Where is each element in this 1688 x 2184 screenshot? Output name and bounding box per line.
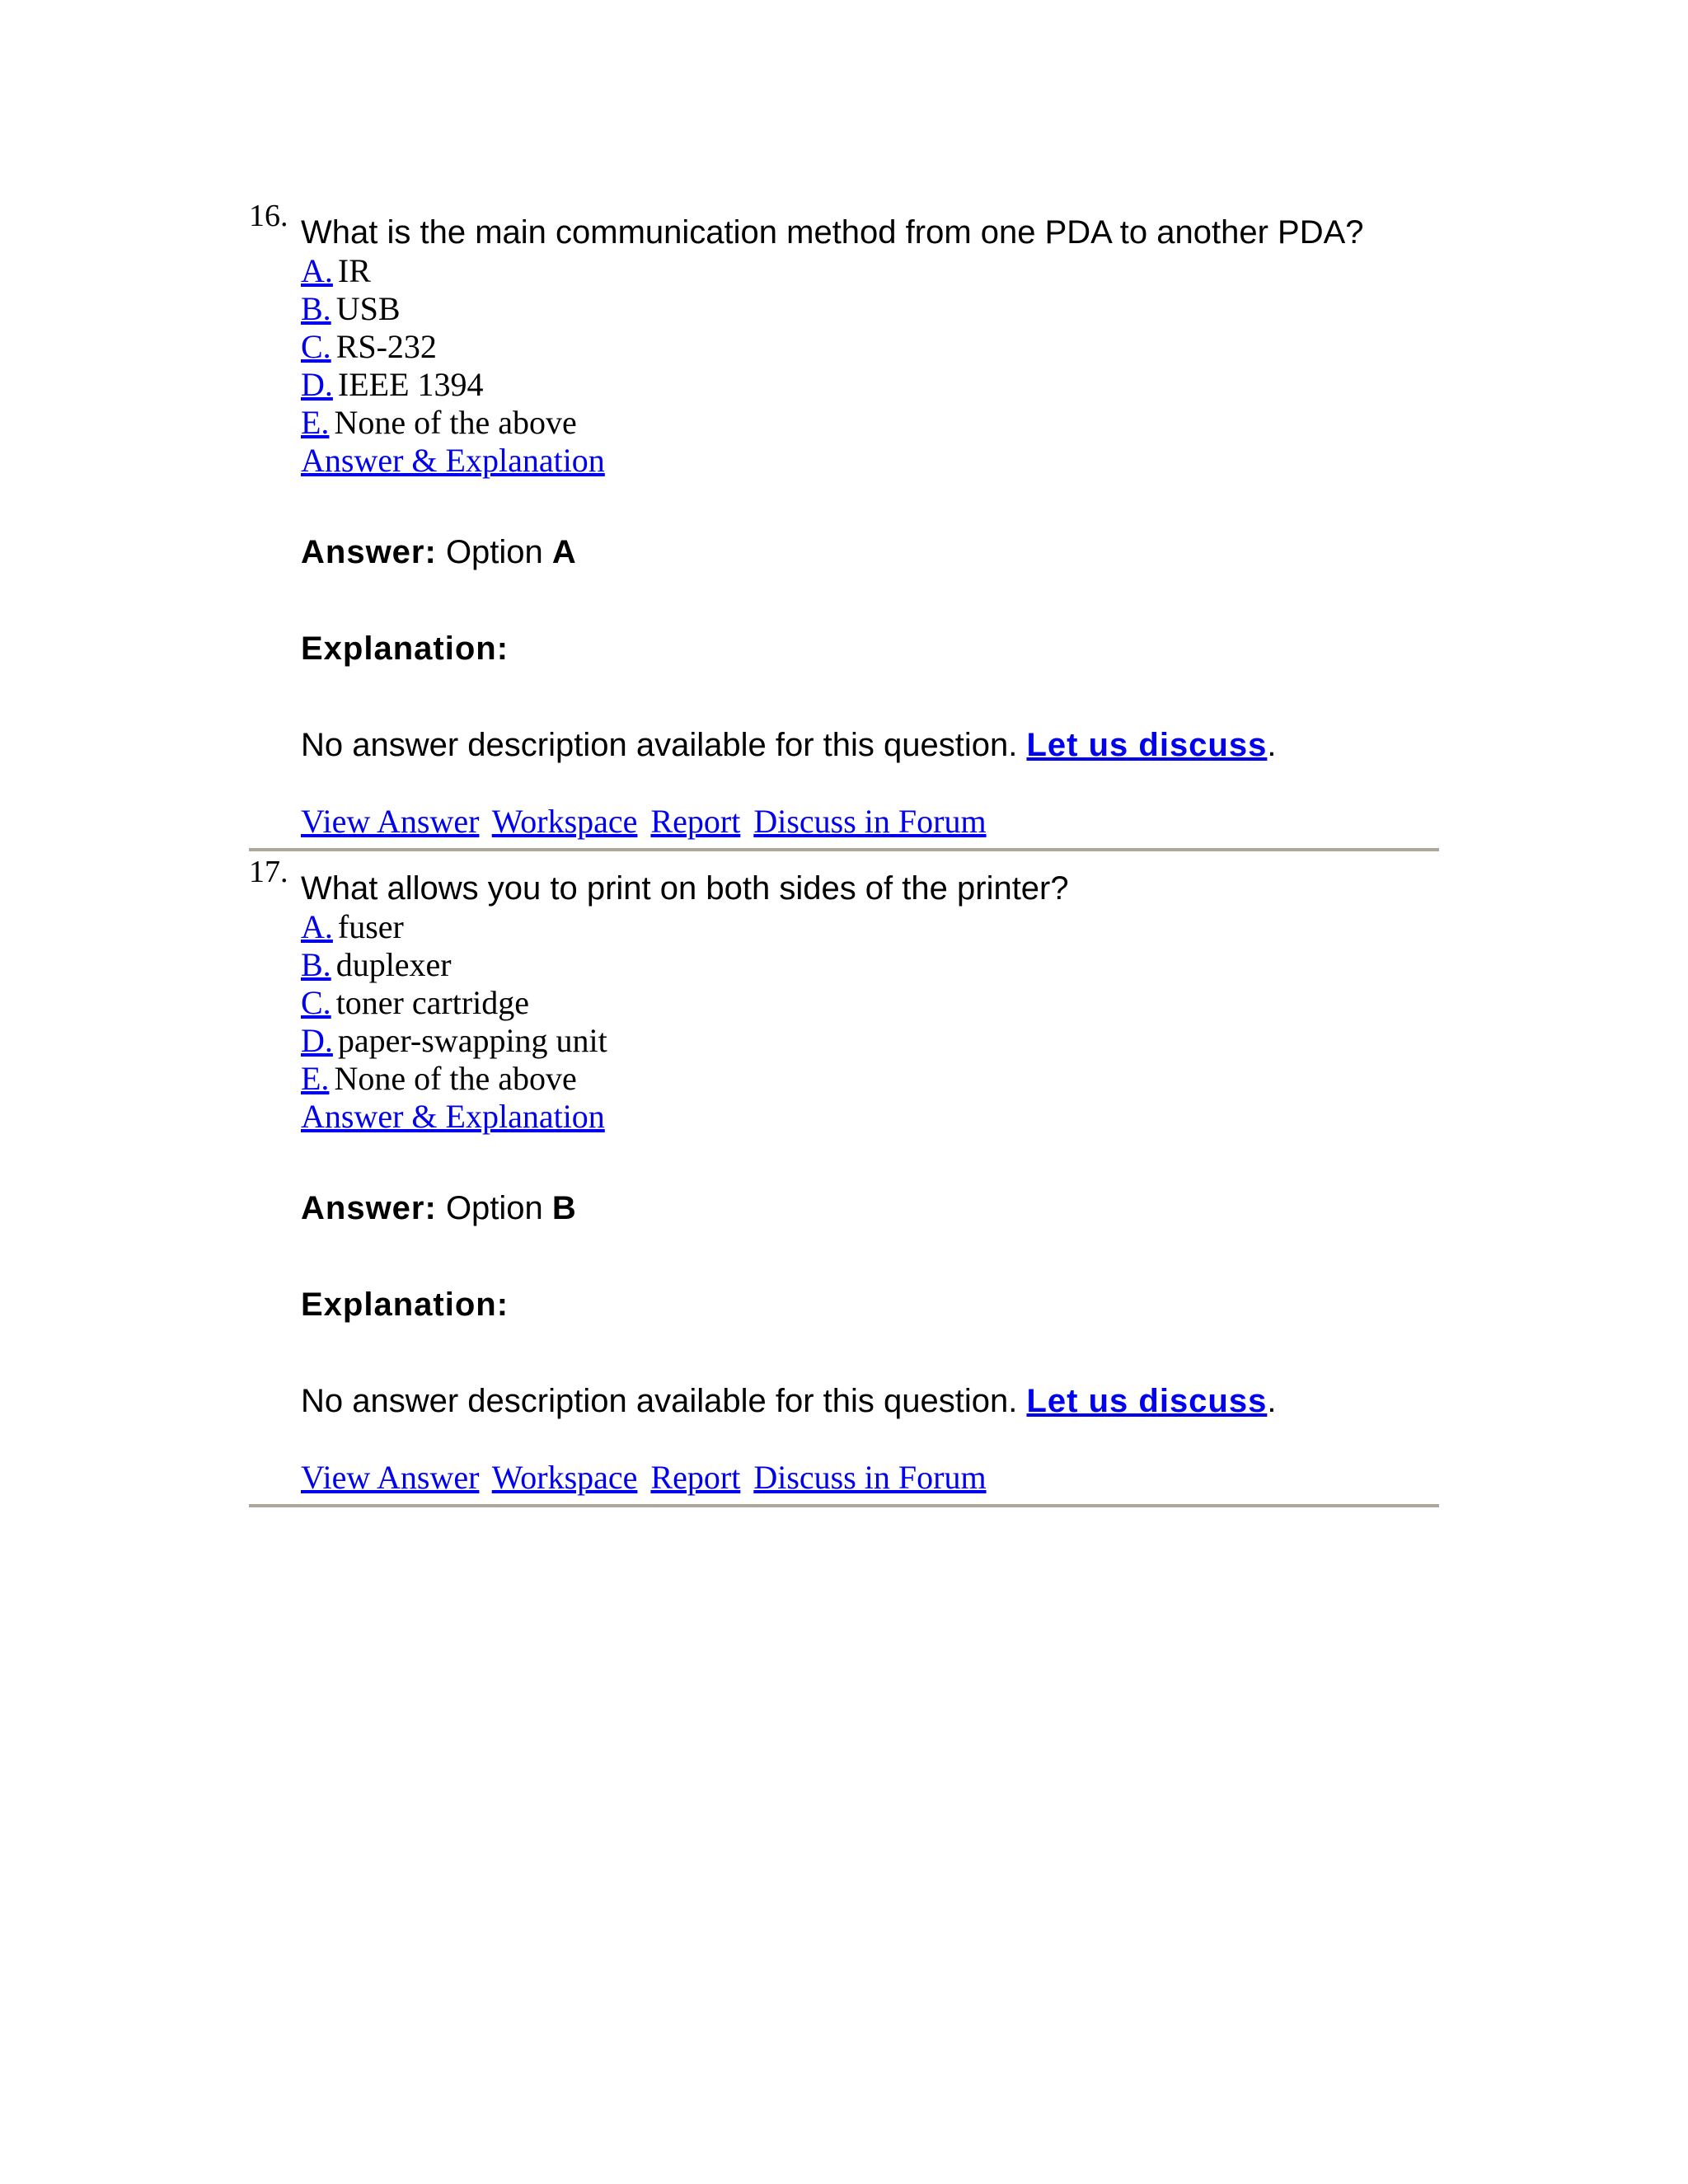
- question-divider: [249, 848, 1439, 851]
- option-text: None of the above: [334, 1060, 577, 1097]
- question-divider: [249, 1504, 1439, 1507]
- question-block: [249, 854, 1439, 1507]
- let-us-discuss-link[interactable]: Let us discuss: [1026, 727, 1268, 763]
- option-text: fuser: [337, 908, 404, 945]
- question-body: [301, 869, 1439, 1497]
- option-text: toner cartridge: [335, 984, 530, 1021]
- report-link[interactable]: Report: [650, 803, 741, 840]
- option-text: paper-swapping unit: [337, 1022, 607, 1059]
- question-text: What allows you to print on both sides of the printer?: [301, 870, 1069, 907]
- option-item: [301, 1060, 1439, 1098]
- question-number: 16.: [249, 199, 288, 233]
- option-b-link[interactable]: B.: [301, 946, 331, 983]
- answer-option: A: [551, 534, 576, 570]
- explanation-body: No answer description available for this question.: [301, 1383, 1018, 1419]
- answer-label: Answer:: [301, 534, 437, 570]
- explanation-text: [301, 1381, 1439, 1421]
- question-body: [301, 213, 1439, 841]
- option-list: [301, 908, 1439, 1098]
- option-c-link[interactable]: C.: [301, 984, 331, 1021]
- option-e-link[interactable]: E.: [301, 1060, 330, 1097]
- answer-explanation-link[interactable]: Answer & Explanation: [301, 1098, 605, 1135]
- option-text: IEEE 1394: [337, 366, 484, 403]
- answer-prefix: Option: [445, 534, 543, 570]
- report-link[interactable]: Report: [650, 1459, 741, 1496]
- question-text: What is the main communication method from one PDA to another PDA?: [301, 214, 1364, 251]
- option-item: [301, 404, 1439, 442]
- explanation-heading: Explanation:: [301, 1286, 509, 1323]
- view-answer-link[interactable]: View Answer: [301, 1459, 480, 1496]
- option-item: [301, 908, 1439, 946]
- explanation-text: [301, 725, 1439, 765]
- option-e-link[interactable]: E.: [301, 404, 330, 441]
- option-item: [301, 328, 1439, 366]
- option-text: None of the above: [334, 404, 577, 441]
- option-item: [301, 366, 1439, 404]
- discuss-in-forum-link[interactable]: Discuss in Forum: [753, 1459, 987, 1496]
- option-list: [301, 252, 1439, 442]
- explanation-heading: Explanation:: [301, 630, 509, 667]
- option-item: [301, 252, 1439, 290]
- option-d-link[interactable]: D.: [301, 1022, 333, 1059]
- answer-line: [301, 1188, 1439, 1228]
- option-a-link[interactable]: A.: [301, 908, 333, 945]
- explanation-suffix: .: [1267, 1383, 1277, 1419]
- option-b-link[interactable]: B.: [301, 290, 331, 327]
- answer-prefix: Option: [445, 1190, 543, 1226]
- workspace-link[interactable]: Workspace: [491, 1459, 638, 1496]
- option-text: RS-232: [335, 328, 437, 365]
- option-a-link[interactable]: A.: [301, 252, 333, 289]
- option-text: IR: [337, 252, 371, 289]
- question-footer-links: [301, 803, 1439, 841]
- question-number: 17.: [249, 855, 288, 889]
- option-item: [301, 946, 1439, 984]
- answer-label: Answer:: [301, 1190, 437, 1226]
- option-text: duplexer: [335, 946, 452, 983]
- option-item: [301, 290, 1439, 328]
- question-block: [249, 198, 1439, 851]
- option-c-link[interactable]: C.: [301, 328, 331, 365]
- answer-option: B: [551, 1190, 576, 1226]
- workspace-link[interactable]: Workspace: [491, 803, 638, 840]
- answer-line: [301, 532, 1439, 572]
- answer-explanation-link[interactable]: Answer & Explanation: [301, 442, 605, 479]
- explanation-body: No answer description available for this question.: [301, 727, 1018, 763]
- explanation-suffix: .: [1267, 727, 1277, 763]
- option-text: USB: [335, 290, 401, 327]
- let-us-discuss-link[interactable]: Let us discuss: [1026, 1383, 1268, 1419]
- option-item: [301, 1022, 1439, 1060]
- question-footer-links: [301, 1459, 1439, 1497]
- option-d-link[interactable]: D.: [301, 366, 333, 403]
- option-item: [301, 984, 1439, 1022]
- discuss-in-forum-link[interactable]: Discuss in Forum: [753, 803, 987, 840]
- view-answer-link[interactable]: View Answer: [301, 803, 480, 840]
